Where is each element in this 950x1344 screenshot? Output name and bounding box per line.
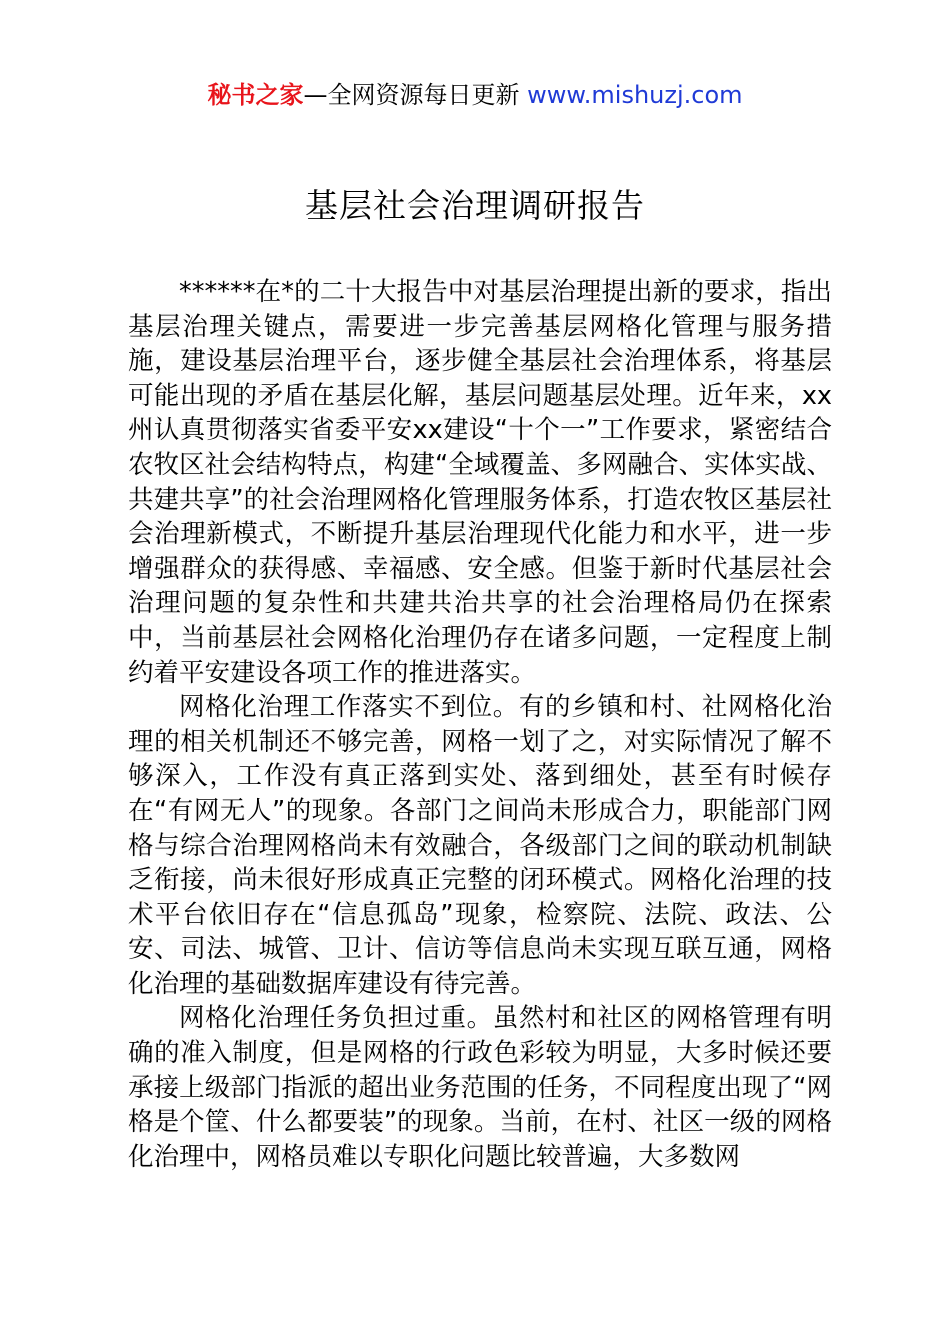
header-tagline: —全网资源每日更新 — [303, 81, 520, 109]
paragraph-implementation: 网格化治理工作落实不到位。有的乡镇和村、社网格化治理的相关机制还不够完善，网格一划了之，对实际情况了解不够深入，工作没有真正落到实处、落到细处，甚至有时候存在“有网无人”的现象。各部门之间尚未形成合力，职能部门网格与综合治理网格尚未有效融合，各级部门之间的联动机制缺乏衔接，尚未很好形成真正完整的闭环模式。网格化治理的技术平台依旧存在“信息孤岛”现象，检察院、法院、政法、公安、司法、城管、卫计、信访等信息尚未实现互联互通，网格化治理的基础数据库建设有待完善。 — [128, 692, 832, 999]
brand-name: 秘书之家 — [207, 81, 304, 109]
site-url-link[interactable]: www.mishuzj.com — [527, 81, 743, 109]
paragraph-intro: ******在*的二十大报告中对基层治理提出新的要求，指出基层治理关键点，需要进一步完善基层网格化管理与服务措施，建设基层治理平台，逐步健全基层社会治理体系，将基层可能出现的矛盾在基层化解，基层问题基层处理。近年来，xx州认真贯彻落实省委平安xx建设“十个一”工作要求，紧密结合农牧区社会结构特点，构建“全域覆盖、多网融合、实体实战、共建共享”的社会治理网格化管理服务体系，打造农牧区基层社会治理新模式，不断提升基层治理现代化能力和水平，进一步增强群众的获得感、幸福感、安全感。但鉴于新时代基层社会治理问题的复杂性和共建共治共享的社会治理格局仍在探索中，当前基层社会网格化治理仍存在诸多问题，一定程度上制约着平安建设各项工作的推进落实。 — [128, 277, 832, 688]
document-title: 基层社会治理调研报告 — [305, 186, 645, 225]
site-header — [0, 78, 950, 112]
document-body — [128, 275, 832, 1174]
paragraph-workload: 网格化治理任务负担过重。虽然村和社区的网格管理有明确的准入制度，但是网格的行政色彩较为明显，大多时候还要承接上级部门指派的超出业务范围的任务，不同程度出现了“网格是个筐、什么都要装”的现象。当前，在村、社区一级的网格化治理中，网格员难以专职化问题比较普遍，大多数网 — [128, 1003, 832, 1172]
